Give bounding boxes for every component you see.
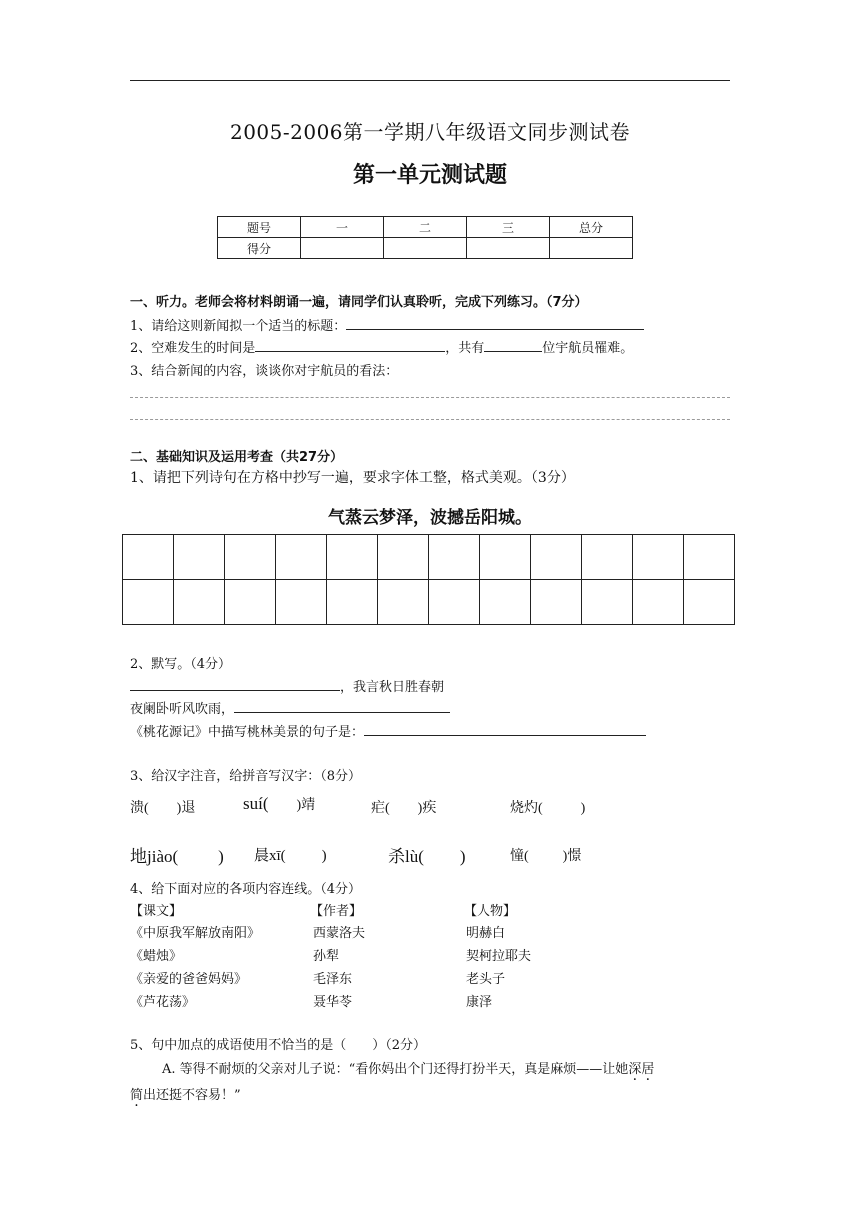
q4-header-works: 【课文】 xyxy=(130,904,183,919)
q4-work[interactable]: 《芦花荡》 xyxy=(130,995,196,1010)
score-input-cell[interactable] xyxy=(467,238,550,259)
grid-cell[interactable] xyxy=(225,535,276,580)
q3-item xyxy=(510,845,581,865)
score-cell: 总分 xyxy=(550,217,633,238)
section1-q2-text-c: 位宇航员罹难。 xyxy=(542,341,634,356)
q5-option-a-cont xyxy=(130,1084,241,1103)
q3-item-post: )退 xyxy=(176,801,196,816)
q2-line3-text: 《桃花源记》中描写桃林美景的句子是： xyxy=(130,725,365,740)
grid-cell[interactable] xyxy=(531,535,582,580)
score-input-cell[interactable] xyxy=(301,238,384,259)
q3-item-post: )疾 xyxy=(417,801,437,816)
q3-item-post: ) xyxy=(459,847,466,866)
q3-item-pre: 疟( xyxy=(371,801,390,816)
q4-author[interactable]: 聂华苓 xyxy=(313,995,353,1010)
q4-character[interactable]: 契柯拉耶夫 xyxy=(466,949,532,964)
grid-cell[interactable] xyxy=(684,580,735,625)
grid-cell[interactable] xyxy=(174,535,225,580)
grid-row xyxy=(123,535,735,580)
q3-item-post: ) xyxy=(580,801,586,816)
section2-heading: 二、基础知识及运用考查（共27分） xyxy=(130,450,344,465)
poem-line: 气蒸云梦泽，波撼岳阳城。 xyxy=(328,508,532,528)
q3-item-pre: 憧( xyxy=(510,849,529,864)
answer-blank[interactable] xyxy=(484,338,542,352)
q3-item-pre: 烧灼( xyxy=(510,801,543,816)
grid-cell[interactable] xyxy=(531,580,582,625)
copy-grid xyxy=(122,534,735,625)
q4-header-authors: 【作者】 xyxy=(310,904,363,919)
q5-label: 5、句中加点的成语使用不恰当的是（ ）（2分） xyxy=(130,1038,427,1053)
q4-author[interactable]: 西蒙洛夫 xyxy=(313,926,366,941)
grid-cell[interactable] xyxy=(327,580,378,625)
q2-line1-text: ，我言秋日胜春朝 xyxy=(340,680,445,695)
answer-line[interactable] xyxy=(130,397,730,398)
q4-work[interactable]: 《亲爱的爸爸妈妈》 xyxy=(130,972,248,987)
unit-title: 第一单元测试题 xyxy=(352,163,507,188)
q5-option-a xyxy=(162,1058,654,1077)
answer-line[interactable] xyxy=(130,419,730,420)
q3-item-pre: 地jiào( xyxy=(130,847,179,866)
score-cell: 二 xyxy=(384,217,467,238)
grid-cell[interactable] xyxy=(123,535,174,580)
q5-option-a-text: A. 等得不耐烦的父亲对儿子说：“看你妈出个门还得打扮半天，真是麻烦——让她 xyxy=(162,1062,629,1077)
grid-cell[interactable] xyxy=(327,535,378,580)
answer-blank[interactable] xyxy=(346,316,644,330)
q4-work[interactable]: 《中原我军解放南阳》 xyxy=(130,926,261,941)
answer-blank[interactable] xyxy=(255,338,445,352)
q3-item xyxy=(130,842,224,867)
q4-label: 4、给下面对应的各项内容连线。（4分） xyxy=(130,882,362,897)
q2-line3 xyxy=(130,721,646,740)
grid-cell[interactable] xyxy=(225,580,276,625)
section1-heading: 一、听力。老师会将材料朗诵一遍，请同学们认真聆听，完成下列练习。（7分） xyxy=(130,295,588,310)
score-input-cell[interactable] xyxy=(384,238,467,259)
q4-header-characters: 【人物】 xyxy=(464,904,517,919)
grid-cell[interactable] xyxy=(378,535,429,580)
section1-q2 xyxy=(130,337,633,356)
q5-option-a-text-cont: 出还挺不容易！” xyxy=(143,1088,241,1103)
section1-q1-text: 1、请给这则新闻拟一个适当的标题： xyxy=(130,319,347,334)
q3-item-pre: suí( xyxy=(243,794,269,813)
score-table-header-row xyxy=(218,217,633,238)
q3-item xyxy=(371,797,436,817)
grid-cell[interactable] xyxy=(582,535,633,580)
q2-line1 xyxy=(130,676,444,695)
score-cell: 得分 xyxy=(218,238,301,259)
grid-cell[interactable] xyxy=(429,535,480,580)
q3-item-post: ) xyxy=(218,847,224,866)
grid-cell[interactable] xyxy=(123,580,174,625)
grid-row xyxy=(123,580,735,625)
grid-cell[interactable] xyxy=(276,580,327,625)
grid-cell[interactable] xyxy=(480,535,531,580)
grid-cell[interactable] xyxy=(582,580,633,625)
section1-q3: 3、结合新闻的内容，谈谈你对宇航员的看法： xyxy=(130,364,399,379)
q2-label: 2、默写。（4分） xyxy=(130,657,232,672)
q3-item xyxy=(130,797,195,817)
q3-item-pre: 杀lù( xyxy=(388,847,424,866)
score-cell: 题号 xyxy=(218,217,301,238)
q3-item xyxy=(388,842,466,867)
answer-blank[interactable] xyxy=(234,699,450,713)
grid-cell[interactable] xyxy=(276,535,327,580)
q3-item-post: ) xyxy=(321,848,327,864)
q4-character[interactable]: 康泽 xyxy=(466,995,493,1010)
q3-item xyxy=(243,794,315,814)
emphasized-char: 简 xyxy=(130,1088,144,1103)
q4-character[interactable]: 老头子 xyxy=(466,972,506,987)
score-table xyxy=(217,216,633,259)
q3-item xyxy=(510,797,585,817)
grid-cell[interactable] xyxy=(174,580,225,625)
grid-cell[interactable] xyxy=(378,580,429,625)
top-rule xyxy=(130,80,730,81)
q3-item xyxy=(254,844,327,865)
q3-item-post: )靖 xyxy=(296,798,316,813)
q4-work[interactable]: 《蜡烛》 xyxy=(130,949,183,964)
q4-author[interactable]: 孙犁 xyxy=(313,949,340,964)
score-input-cell[interactable] xyxy=(550,238,633,259)
section1-q2-text-a: 2、空难发生的时间是 xyxy=(130,341,256,356)
section1-q2-text-b: ，共有 xyxy=(445,341,485,356)
answer-blank[interactable] xyxy=(364,722,646,736)
score-cell: 一 xyxy=(301,217,384,238)
grid-cell[interactable] xyxy=(633,535,684,580)
score-cell: 三 xyxy=(467,217,550,238)
exam-title: 2005-2006第一学期八年级语文同步测试卷 xyxy=(229,120,631,144)
emphasized-char: 居 xyxy=(641,1062,655,1077)
grid-cell[interactable] xyxy=(633,580,684,625)
score-table-score-row xyxy=(218,238,633,259)
answer-blank[interactable] xyxy=(130,677,340,691)
q3-item-pre: 溃( xyxy=(130,801,149,816)
q3-item-post: )憬 xyxy=(562,849,582,864)
emphasized-char: 深 xyxy=(628,1062,642,1077)
grid-cell[interactable] xyxy=(480,580,531,625)
section2-q1: 1、请把下列诗句在方格中抄写一遍，要求字体工整，格式美观。（3分） xyxy=(130,470,575,486)
grid-cell[interactable] xyxy=(684,535,735,580)
q4-author[interactable]: 毛泽东 xyxy=(313,972,353,987)
q2-line2 xyxy=(130,698,450,717)
grid-cell[interactable] xyxy=(429,580,480,625)
q3-item-pre: 晨xī( xyxy=(254,848,286,864)
section1-q1 xyxy=(130,315,644,334)
q3-label: 3、给汉字注音，给拼音写汉字：（8分） xyxy=(130,769,362,784)
q4-character[interactable]: 明赫白 xyxy=(466,926,506,941)
q2-line2-text: 夜阑卧听风吹雨， xyxy=(130,702,235,717)
